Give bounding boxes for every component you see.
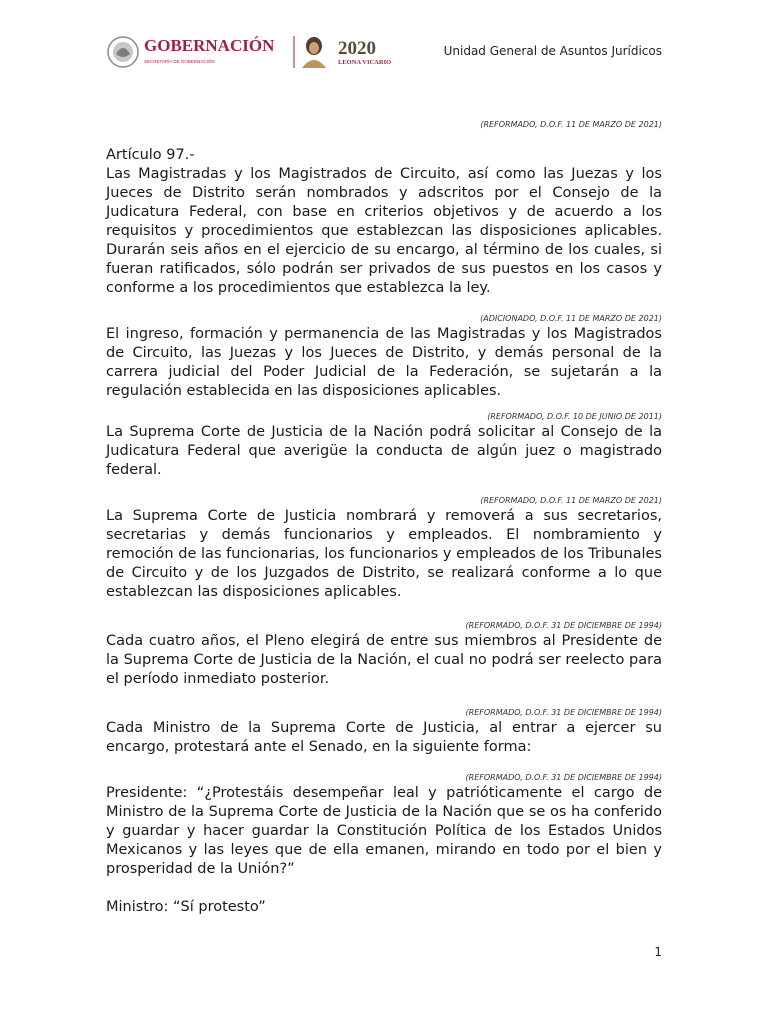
svg-text:LEONA VICARIO: LEONA VICARIO — [338, 59, 392, 66]
reform-note: (REFORMADO, D.O.F. 31 DE DICIEMBRE DE 1994) — [465, 773, 662, 782]
reform-note: (REFORMADO, D.O.F. 10 DE JUNIO DE 2011) — [487, 412, 662, 421]
page-number: 1 — [654, 945, 662, 959]
paragraph: El ingreso, formación y permanencia de las Magistradas y los Magistrados de Circuito, las Juezas y los Jueces de Distrito, y demás personal de la carrera judicial del Poder Judicial de la Federación, se sujetarán a la regulación establecida en las disposiciones aplicables. — [106, 326, 662, 399]
document-body — [106, 120, 662, 917]
reform-note: (REFORMADO, D.O.F. 31 DE DICIEMBRE DE 1994) — [465, 621, 662, 630]
gobernacion-logo — [106, 34, 286, 70]
paragraph: Presidente: “¿Protestáis desempeñar leal y patrióticamente el cargo de Ministro de la Suprema Corte de Justicia de la Nación que se os ha conferido y guardar y hacer guardar la Constitución Política de los Estados Unidos Mexicanos y las leyes que de ella emanen, mirando en todo por el bien y prosperidad de la Unión?” — [106, 785, 662, 877]
reform-note: (REFORMADO, D.O.F. 11 DE MARZO DE 2021) — [480, 120, 662, 129]
paragraph: Cada cuatro años, el Pleno elegirá de entre sus miembros al Presidente de la Suprema Corte de Justicia de la Nación, el cual no podrá ser reelecto para el período inmediato posterior. — [106, 633, 662, 687]
article-title: Artículo 97.- — [106, 147, 195, 163]
leona-vicario-2020-logo — [292, 34, 404, 70]
paragraph: La Suprema Corte de Justicia de la Nación podrá solicitar al Consejo de la Judicatura Federal que averigüe la conducta de algún juez o magistrado federal. — [106, 424, 662, 478]
unit-name: Unidad General de Asuntos Jurídicos — [443, 44, 662, 58]
svg-text:2020: 2020 — [338, 38, 376, 59]
paragraph: Cada Ministro de la Suprema Corte de Justicia, al entrar a ejercer su encargo, protestará ante el Senado, en la siguiente forma: — [106, 720, 662, 755]
reform-note: (REFORMADO, D.O.F. 31 DE DICIEMBRE DE 1994) — [465, 708, 662, 717]
paragraph: La Suprema Corte de Justicia nombrará y removerá a sus secretarios, secretarias y demás funcionarios y empleados. El nombramiento y remoción de las funcionarias, los funcionarios y empleados de los Tribunales de Circuito y de los Juzgados de Distrito, se realizará conforme a lo que establezcan las disposiciones aplicables. — [106, 508, 662, 600]
svg-text:SECRETARÍA DE GOBERNACIÓN: SECRETARÍA DE GOBERNACIÓN — [144, 59, 215, 64]
reform-note: (ADICIONADO, D.O.F. 11 DE MARZO DE 2021) — [480, 314, 662, 323]
reform-note: (REFORMADO, D.O.F. 11 DE MARZO DE 2021) — [480, 496, 662, 505]
page-header — [106, 34, 662, 70]
paragraph: Las Magistradas y los Magistrados de Circuito, así como las Juezas y los Jueces de Distrito serán nombrados y adscritos por el Consejo de la Judicatura Federal, con base en criterios objetivos y de acuerdo a los requisitos y procedimientos que establezcan las disposiciones aplicables. Durarán seis años en el ejercicio de su encargo, al término de los cuales, si fueran ratificados, sólo podrán ser privados de sus puestos en los casos y conforme a los procedimientos que establezca la ley. — [106, 166, 662, 296]
svg-text:GOBERNACIÓN: GOBERNACIÓN — [144, 36, 275, 55]
paragraph: Ministro: “Sí protesto” — [106, 899, 266, 915]
